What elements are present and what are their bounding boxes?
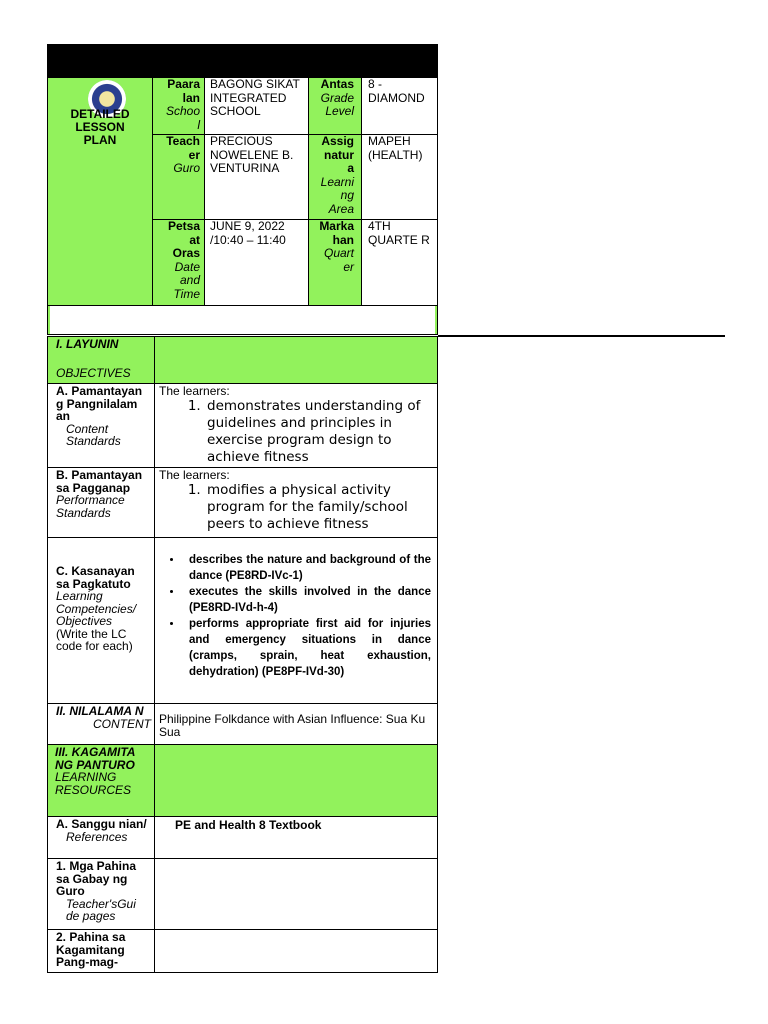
competencies-row	[47, 538, 438, 704]
content-standards-row	[47, 384, 438, 468]
competencies-note: (Write the LC code for each)	[56, 626, 133, 653]
performance-standards-label-en: Performance Standards	[56, 493, 125, 520]
content-label: II. NILALAMA N	[56, 704, 144, 718]
quarter-value: 4TH QUARTE R	[368, 219, 430, 247]
references-value: PE and Health 8 Textbook	[175, 818, 322, 832]
teacher-value: PRECIOUS NOWELENE B. VENTURINA	[210, 134, 294, 175]
content-value: Philippine Folkdance with Asian Influence: Sua Ku Sua	[159, 712, 426, 739]
performance-standards-intro: The learners:	[159, 468, 230, 482]
resources-label: III. KAGAMITA NG PANTURO	[55, 745, 135, 772]
teacher-guide-row	[47, 859, 438, 930]
list-item: • executes the skills involved in the dance (PE8RD-IVd-h-4)	[183, 584, 431, 616]
learner-materials-row	[47, 930, 438, 973]
list-item: • performs appropriate first aid for injuries and emergency situations in dance (cramps, sprain, heat exhaustion, dehydration) (PE8PF-IVd-30)	[183, 616, 431, 680]
references-label: A. Sanggu nian/	[56, 817, 147, 831]
list-item: 1. modifies a physical activity program for the family/school peers to achieve fitness	[205, 482, 433, 533]
area-label: Assig natur a Learni ng Area	[320, 134, 354, 216]
resources-label-en: LEARNING RESOURCES	[55, 770, 132, 797]
grade-label: Antas Grade Level	[320, 77, 354, 118]
quarter-label: Marka han Quart er	[319, 219, 354, 274]
teacher-guide-label-en: Teacher'sGui de pages	[66, 896, 136, 923]
objectives-label-en: OBJECTIVES	[56, 365, 131, 380]
date-value: JUNE 9, 2022 /10:40 – 11:40	[210, 219, 286, 247]
title-line1: DETAILED	[70, 107, 130, 121]
school-label: Paara lan Schoo l	[165, 77, 200, 132]
teacher-guide-label: 1. Mga Pahina sa Gabay ng Guro	[56, 859, 137, 898]
title-line2: LESSON	[75, 120, 125, 134]
competencies-label: C. Kasanayan sa Pagkatuto	[56, 564, 135, 591]
performance-standards-row	[47, 468, 438, 538]
horizontal-rule	[438, 335, 725, 337]
objectives-row	[47, 336, 438, 384]
competencies-label-en: Learning Competencies/ Objectives	[56, 589, 137, 628]
references-row	[47, 817, 438, 859]
grade-value: 8 - DIAMOND	[368, 77, 425, 105]
learner-materials-label: 2. Pahina sa Kagamitang Pang-mag-	[56, 930, 126, 969]
content-standards-intro: The learners:	[159, 384, 230, 398]
resources-row	[47, 745, 438, 817]
list-item: 1. demonstrates understanding of guidelines and principles in exercise program design to achieve fitness	[205, 398, 433, 466]
performance-standards-label: B. Pamantayan sa Pagganap	[56, 468, 143, 495]
content-row	[47, 704, 438, 745]
header-blank-strip	[50, 305, 435, 334]
content-standards-label: A. Pamantayan g Pangnilalam an	[56, 384, 143, 423]
objectives-label: I. LAYUNIN	[56, 337, 119, 351]
title-line3: PLAN	[83, 133, 117, 147]
references-label-en: References	[66, 829, 128, 844]
area-value: MAPEH (HEALTH)	[368, 134, 423, 162]
list-item: • describes the nature and background of the dance (PE8RD-IVc-1)	[183, 552, 431, 584]
content-standards-label-en: Content Standards	[66, 421, 121, 448]
date-label: Petsa at Oras Date and Time	[167, 219, 200, 301]
top-black-bar	[47, 44, 438, 77]
content-label-en: CONTENT	[93, 716, 151, 731]
teacher-label: Teach er Guro	[166, 134, 200, 175]
school-value: BAGONG SIKAT INTEGRATED SCHOOL	[210, 77, 300, 118]
